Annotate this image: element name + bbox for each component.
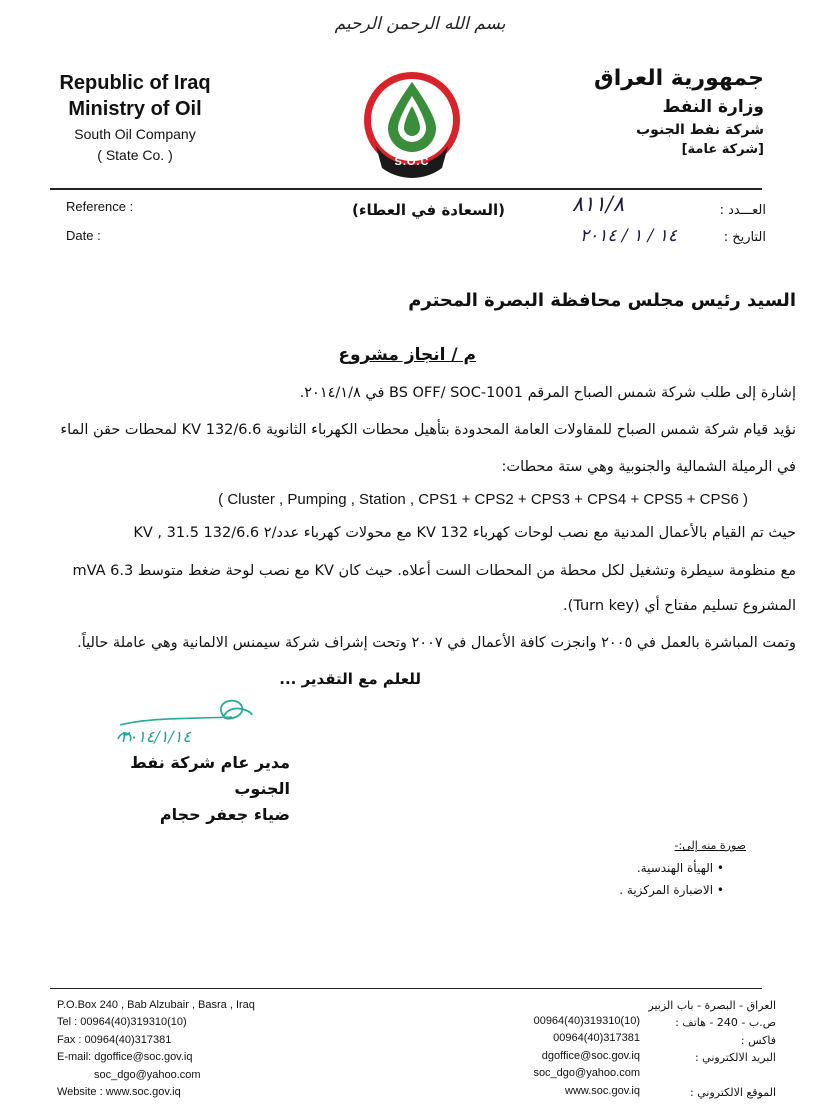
logo-abbrev: S.O.C: [394, 156, 430, 168]
date-label-ar: التاريخ :: [723, 230, 766, 245]
footer-address: P.O.Box 240 , Bab Alzubair , Basra , Iraq: [57, 999, 255, 1011]
footer-english: [57, 997, 255, 1101]
closing: للعلم مع التقدير ...: [279, 670, 421, 688]
soc-logo: [358, 58, 466, 178]
number-label-ar: العـــدد :: [719, 203, 766, 218]
footer-email: E-mail: dgoffice@soc.gov.iq: [57, 1051, 193, 1064]
subject: م / انجاز مشروع: [338, 345, 476, 365]
company-name-en: South Oil Company: [74, 126, 196, 142]
footer-ar-email-label: البريد الالكتروني :: [694, 1051, 776, 1065]
footer-arabic-labels: [626, 997, 776, 1101]
footer-ar-address: العراق - البصرة - باب الزبير: [648, 999, 776, 1012]
cc-block: [619, 835, 746, 901]
footer-ar-spacer: [626, 1067, 776, 1084]
english-letterhead: [30, 70, 240, 166]
number-handwritten: ٨١١/٨: [572, 192, 625, 216]
footer-ar-fax-label: فاكس :: [740, 1033, 776, 1047]
country-name-en: Republic of Iraq: [59, 72, 211, 94]
motto: (السعادة في العطاء): [352, 201, 505, 219]
footer-ar-website: www.soc.gov.iq: [565, 1084, 640, 1097]
footer-ar-email: dgoffice@soc.gov.iq: [541, 1049, 640, 1062]
body-line-1: إشارة إلى طلب شركة شمس الصباح المرقم BS OFF/ SOC-1001 في ٢٠١٤/١/٨.: [299, 385, 796, 401]
footer-ar-website-label: الموقع الالكتروني :: [690, 1086, 776, 1100]
country-name-ar: جمهورية العراق: [594, 66, 764, 91]
date-handwritten: ١٤ / ١ / ٢٠١٤: [580, 226, 678, 246]
footer-ar-tel: 00964(40)319310(10): [533, 1015, 640, 1027]
footer-ar-email-2: soc_dgo@yahoo.com: [533, 1067, 640, 1080]
body-line-3: في الرميلة الشمالية والجنوبية وهي ستة محطات:: [501, 459, 796, 475]
cc-item: • الاضبارة المركزية .: [619, 883, 724, 897]
signatory-title: مدير عام شركة نفط الجنوب: [130, 753, 290, 798]
company-name-ar: شركة نفط الجنوب: [636, 122, 764, 138]
signature-date: ٢٠١٤/١/١٤: [120, 727, 191, 746]
body-line-2: نؤيد قيام شركة شمس الصباح للمقاولات العامة المحدودة بتأهيل محطات الكهرباء الثانوية 132/6.6 KV لمحطات حقن الماء: [60, 422, 796, 438]
footer-ar-fax: 00964(40)317381: [553, 1032, 640, 1045]
company-type-en: ( State Co. ): [97, 147, 173, 163]
basmala: بسم الله الرحمن الرحيم: [334, 14, 506, 34]
logo-arc-text: شركة نفط الجنوب: [375, 62, 449, 71]
body-line-8: وتمت المباشرة بالعمل في ٢٠٠٥ وانجزت كافة الأعمال في ٢٠٠٧ وتحت إشراف شركة سيمنس الالمانية وهي عاملة حالياً.: [77, 635, 796, 651]
arabic-letterhead: [544, 64, 764, 160]
date-label: Date :: [66, 228, 101, 243]
cc-label: صورة منه إلى:-: [674, 839, 746, 852]
cc-item: • الهيأة الهندسية.: [636, 861, 724, 875]
footer-arabic-values: [498, 1013, 640, 1100]
body-line-5: حيث تم القيام بالأعمال المدنية مع نصب لوحات كهرباء 132 KV مع محولات كهرباء عدد/٢ 132/6.6 KV , 31.5: [133, 525, 796, 541]
reference-label: Reference :: [66, 199, 134, 214]
body-line-7: المشروع تسليم مفتاح أي (Turn key).: [563, 598, 796, 614]
stations-list: ( Cluster , Pumping , Station , CPS1 + CPS2 + CPS3 + CPS4 + CPS5 + CPS6 ): [218, 491, 748, 508]
addressee: السيد رئيس مجلس محافظة البصرة المحترم: [408, 290, 796, 311]
footer-website: Website : www.soc.gov.iq: [57, 1086, 181, 1099]
footer-fax: Fax : 00964(40)317381: [57, 1033, 172, 1046]
company-type-ar: [شركة عامة]: [681, 142, 764, 157]
footer-divider: [50, 988, 762, 989]
signatory-name: ضياء جعفر حجام: [159, 805, 290, 824]
body-line-6: mVA مع نصب لوحة ضغط متوسط 6.3 KV مع منظومة سيطرة وتشغيل لكل محطة من المحطات الست أعلاه. حيث كان: [72, 563, 796, 579]
signatory-block: [80, 750, 290, 828]
footer-tel: Tel : 00964(40)319310(10): [57, 1016, 187, 1029]
header-divider: [50, 188, 762, 190]
ministry-name-ar: وزارة النفط: [662, 97, 764, 117]
footer-ar-tel-label: ص.ب - 240 - هاتف :: [675, 1016, 776, 1030]
ministry-name-en: Ministry of Oil: [68, 98, 202, 120]
footer-email-2: soc_dgo@yahoo.com: [94, 1068, 201, 1081]
